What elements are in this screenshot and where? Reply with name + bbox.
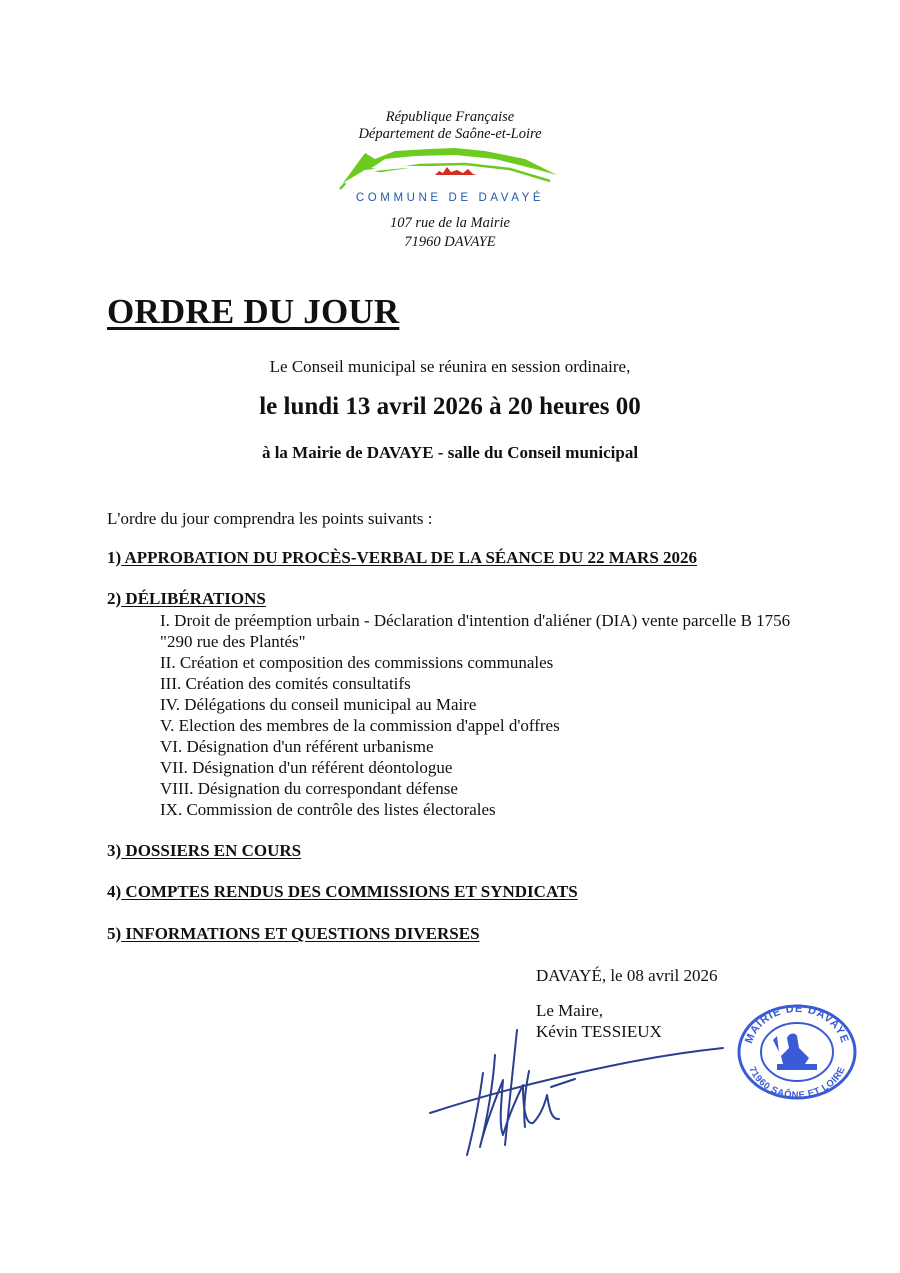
agenda-item-number: 4): [107, 882, 122, 901]
agenda-intro: L'ordre du jour comprendra les points suivants :: [107, 509, 433, 528]
page-title: ORDRE DU JOUR: [107, 292, 400, 331]
agenda-item-number: 1): [107, 548, 122, 567]
agenda-item-label: APPROBATION DU PROCÈS-VERBAL DE LA SÉANCE DU 22 MARS 2026: [121, 548, 698, 567]
address-line2: 71960 DAVAYE: [404, 234, 496, 250]
deliberation-item: I. Droit de préemption urbain - Déclaration d'intention d'aliéner (DIA) vente parcelle B 1756 "290 rue des Plantés": [160, 611, 791, 651]
agenda-item-1: [107, 548, 697, 568]
deliberation-item: III. Création des comités consultatifs: [160, 674, 411, 693]
stamp-bottom-text: 71960 SAÔNE ET LOIRE: [746, 1064, 848, 1100]
deliberation-item: VIII. Désignation du correspondant défense: [160, 779, 458, 798]
commune-logo-text: COMMUNE DE DAVAYÉ: [355, 192, 545, 204]
meeting-date: le lundi 13 avril 2026 à 20 heures 00: [259, 393, 641, 420]
agenda-item-number: 2): [107, 589, 122, 608]
deliberation-item: V. Election des membres de la commission d'appel d'offres: [160, 716, 560, 735]
department-label: Département de Saône-et-Loire: [358, 126, 542, 142]
agenda-item-label: INFORMATIONS ET QUESTIONS DIVERSES: [121, 924, 480, 943]
signature-stroke: [430, 1048, 723, 1113]
deliberation-item: VI. Désignation d'un référent urbanisme: [160, 737, 434, 756]
meeting-place: à la Mairie de DAVAYE - salle du Conseil municipal: [261, 443, 639, 462]
signature-role: Le Maire,: [536, 1001, 604, 1020]
agenda-item-label: DÉLIBÉRATIONS: [121, 589, 266, 608]
deliberation-item: IX. Commission de contrôle des listes électorales: [160, 800, 496, 819]
session-intro: Le Conseil municipal se réunira en session ordinaire,: [269, 357, 631, 376]
agenda-item-label: COMPTES RENDUS DES COMMISSIONS ET SYNDICATS: [121, 882, 578, 901]
signature-place-date: DAVAYÉ, le 08 avril 2026: [536, 966, 718, 985]
agenda-item-5: [107, 924, 480, 944]
republic-label: République Française: [385, 109, 515, 125]
agenda-item-3: [107, 841, 301, 861]
signature-stroke: [551, 1079, 575, 1087]
signature-stroke: [480, 1055, 559, 1147]
deliberations-list: [160, 610, 810, 820]
agenda-item-number: 3): [107, 841, 122, 860]
address-line1: 107 rue de la Mairie: [389, 215, 510, 231]
svg-text:71960 SAÔNE ET LOIRE: [746, 1065, 847, 1100]
deliberation-item: II. Création et composition des commissions communales: [160, 653, 554, 672]
handwritten-signature: [425, 1015, 730, 1160]
agenda-item-2: [107, 589, 266, 609]
agenda-item-label: DOSSIERS EN COURS: [121, 841, 302, 860]
mairie-stamp: [733, 1000, 861, 1100]
deliberation-item: VII. Désignation d'un référent déontologue: [160, 758, 453, 777]
stamp-figure: [773, 1034, 817, 1070]
deliberation-item: IV. Délégations du conseil municipal au Maire: [160, 695, 477, 714]
signature-name: Kévin TESSIEUX: [536, 1022, 662, 1041]
stamp-top-text: MAIRIE DE DAVAYE: [743, 1002, 851, 1046]
agenda-item-4: [107, 882, 578, 902]
agenda-item-number: 5): [107, 924, 122, 943]
